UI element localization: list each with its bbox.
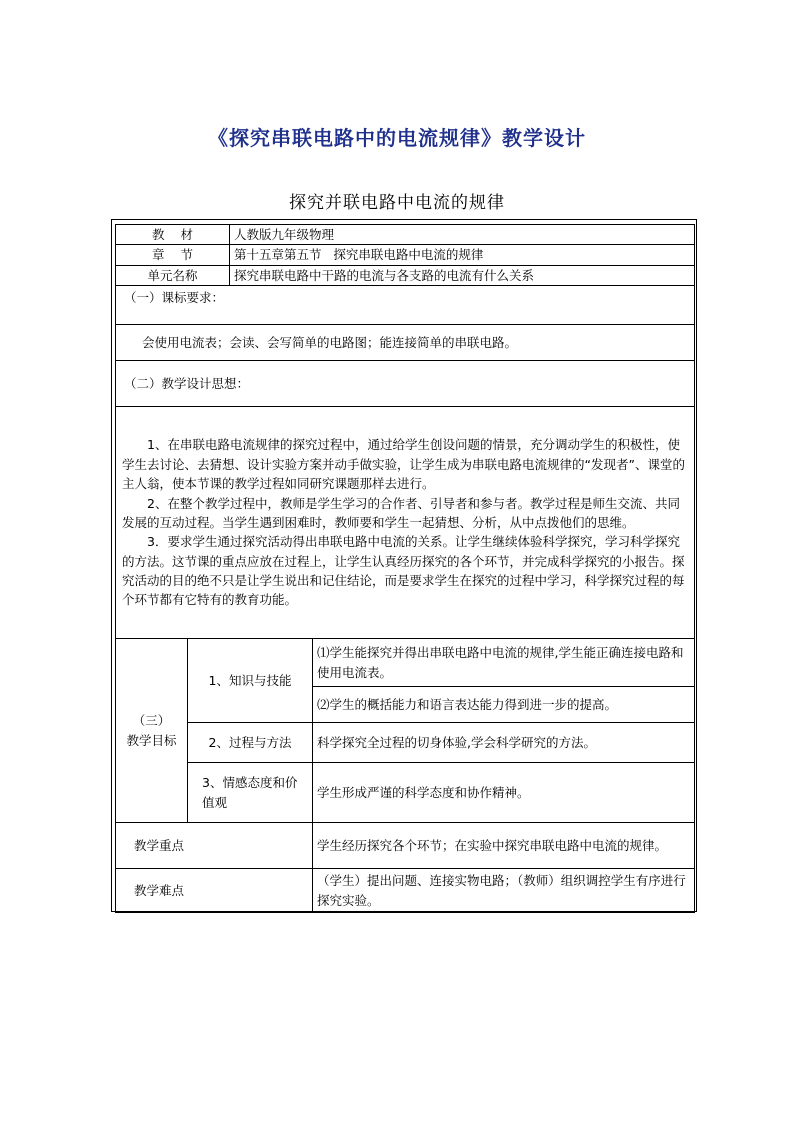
process-method-label: 2、过程与方法 — [188, 723, 313, 763]
design-idea-heading: （二）教学设计思想： — [116, 361, 695, 407]
design-paragraph-2: 2、在整个教学过程中，教师是学生学习的合作者、引导者和参与者。教学过程是师生交流、共同发展的互动过程。当学生遇到困难时，教师要和学生一起猜想、分析，从中点拨他们的思维。 — [122, 495, 680, 530]
lesson-plan-table — [115, 224, 695, 913]
design-paragraph-3: 3．要求学生通过探究活动得出串联电路中电流的关系。让学生继续体验科学探究，学习科学探究的方法。这节课的重点应放在过程上，让学生认真经历探究的各个环节，并完成科学探究的小报告。探究活动的目的绝不只是让学生说出和记住结论，而是要求学生在探究的过程中学习，科学探究过程的每个环节都有它特有的教育功能。 — [122, 534, 685, 608]
design-paragraph-1: 1、在串联电路电流规律的探究过程中，通过给学生创设问题的情景，充分调动学生的积极性，使学生去讨论、去猜想、设计实验方案并动手做实验，让学生成为串联电路电流规律的“发现者”、课堂的主人翁，使本节课的教学过程如同研究课题那样去进行。 — [122, 437, 685, 492]
table-row — [116, 325, 695, 361]
difficulty-label: 教学难点 — [116, 869, 313, 913]
textbook-value: 人教版九年级物理 — [230, 225, 695, 245]
table-row — [116, 823, 695, 869]
objectives-label — [116, 639, 188, 823]
section-label: 章 节 — [116, 245, 230, 265]
difficulty-value: （学生）提出问题、连接实物电路；（教师）组织调控学生有序进行探究实验。 — [313, 869, 695, 913]
document-title: 《探究串联电路中的电流规律》教学设计 — [208, 126, 586, 150]
attitude-value-label: 3、情感态度和价值观 — [188, 763, 313, 823]
objectives-label-line1: （三） — [132, 713, 171, 729]
attitude-value-value: 学生形成严谨的科学态度和协作精神。 — [313, 763, 695, 823]
objectives-label-line2: 教学目标 — [126, 732, 177, 748]
section-value: 第十五章第五节 探究串联电路中电流的规律 — [230, 245, 695, 265]
curriculum-heading: （一）课标要求： — [116, 286, 695, 325]
table-row — [116, 407, 695, 639]
unit-label: 单元名称 — [116, 265, 230, 285]
process-method-value: 科学探究全过程的切身体验,学会科学研究的方法。 — [313, 723, 695, 763]
knowledge-skill-item-2: ⑵学生的概括能力和语言表达能力得到进一步的提高。 — [313, 687, 695, 723]
keypoint-label: 教学重点 — [116, 823, 313, 869]
table-row — [116, 869, 695, 913]
design-idea-body — [116, 407, 695, 639]
table-row — [116, 361, 695, 407]
table-row — [116, 286, 695, 325]
table-row — [116, 225, 695, 245]
table-row — [116, 763, 695, 823]
table-row — [116, 265, 695, 285]
knowledge-skill-item-1: ⑴学生能探究并得出串联电路中电流的规律,学生能正确连接电路和使用电流表。 — [313, 639, 695, 687]
unit-value: 探究串联电路中干路的电流与各支路的电流有什么关系 — [230, 265, 695, 285]
table-row — [116, 245, 695, 265]
table-row — [116, 639, 695, 687]
document-subtitle: 探究并联电路中电流的规律 — [289, 193, 505, 213]
knowledge-skill-label: 1、知识与技能 — [188, 639, 313, 723]
table-row — [116, 723, 695, 763]
curriculum-body: 会使用电流表；会读、会写简单的电路图；能连接简单的串联电路。 — [116, 325, 695, 361]
textbook-label: 教 材 — [116, 225, 230, 245]
keypoint-value: 学生经历探究各个环节；在实验中探究串联电路中电流的规律。 — [313, 823, 695, 869]
